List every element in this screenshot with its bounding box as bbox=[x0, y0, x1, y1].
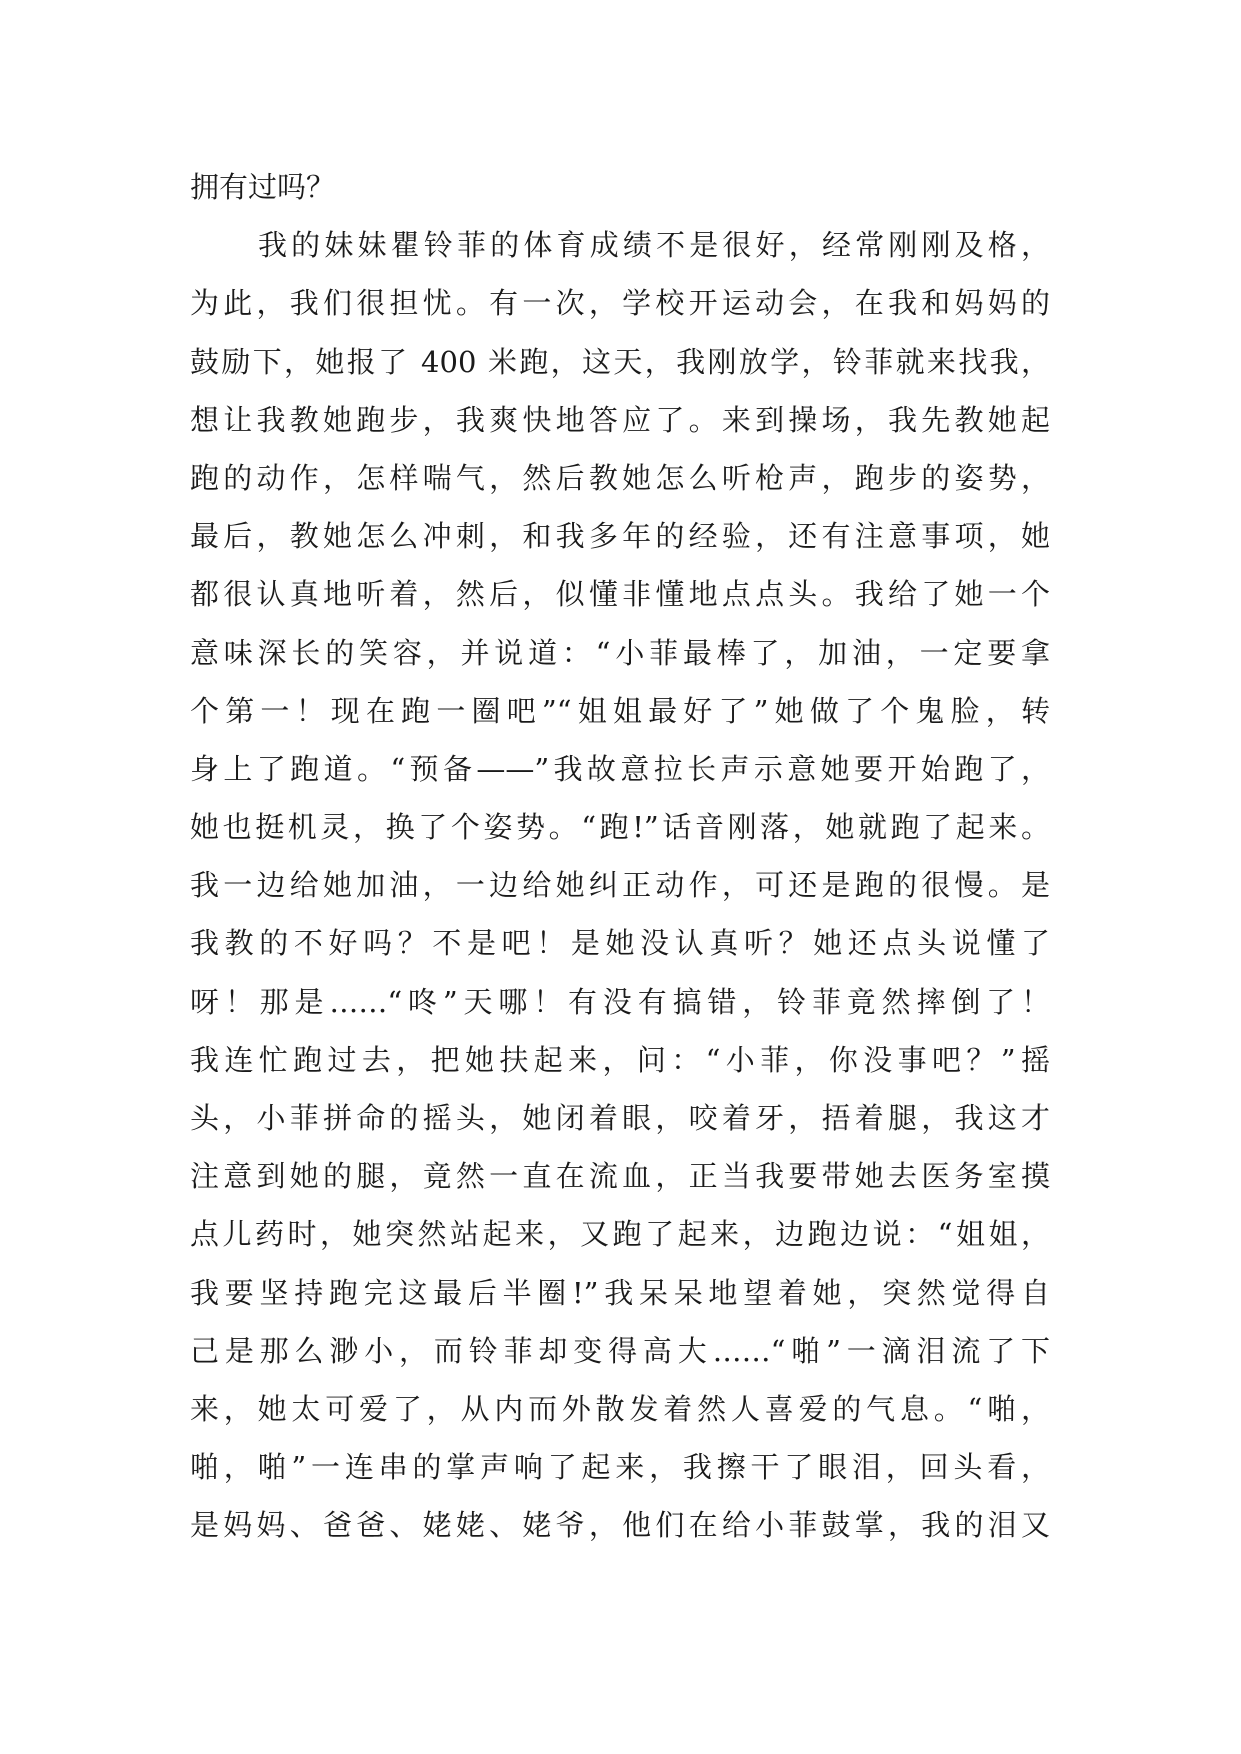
text-line: 呀！那是……“咚”天哪！有没有搞错，铃菲竟然摔倒了！ bbox=[190, 984, 1050, 1019]
text-line: 我连忙跑过去，把她扶起来，问：“小菲，你没事吧？”摇 bbox=[190, 1042, 1050, 1077]
text-line: 想让我教她跑步，我爽快地答应了。来到操场，我先教她起 bbox=[190, 402, 1050, 437]
text-line: 她也挺机灵，换了个姿势。“跑!”话音刚落，她就跑了起来。 bbox=[190, 810, 1050, 845]
text-line: 啪，啪”一连串的掌声响了起来，我擦干了眼泪，回头看， bbox=[190, 1450, 1050, 1485]
text-line: 注意到她的腿，竟然一直在流血，正当我要带她去医务室摸 bbox=[190, 1159, 1050, 1194]
text-line: 我要坚持跑完这最后半圈!”我呆呆地望着她，突然觉得自 bbox=[190, 1275, 1050, 1310]
essay-text bbox=[190, 158, 1050, 1555]
text-line: 拥有过吗？ bbox=[190, 170, 336, 204]
text-line: 最后，教她怎么冲刺，和我多年的经验，还有注意事项，她 bbox=[190, 519, 1050, 554]
text-line: 我一边给她加油，一边给她纠正动作，可还是跑的很慢。是 bbox=[190, 868, 1050, 903]
text-line: 鼓励下，她报了 400 米跑，这天，我刚放学，铃菲就来找我， bbox=[190, 344, 1050, 379]
text-line: 个第一！现在跑一圈吧”“姐姐最好了”她做了个鬼脸，转 bbox=[190, 693, 1050, 728]
text-line: 是妈妈、爸爸、姥姥、姥爷，他们在给小菲鼓掌，我的泪又 bbox=[190, 1508, 1050, 1543]
text-line: 身上了跑道。“预备——”我故意拉长声示意她要开始跑了， bbox=[190, 751, 1050, 786]
text-line: 意味深长的笑容，并说道：“小菲最棒了，加油，一定要拿 bbox=[190, 635, 1050, 670]
text-line: 头，小菲拼命的摇头，她闭着眼，咬着牙，捂着腿，我这才 bbox=[190, 1101, 1050, 1135]
text-line: 我教的不好吗？不是吧！是她没认真听？她还点头说懂了 bbox=[190, 926, 1050, 961]
text-line: 来，她太可爱了，从内而外散发着然人喜爱的气息。“啪， bbox=[190, 1391, 1050, 1426]
text-line: 都很认真地听着，然后，似懂非懂地点点头。我给了她一个 bbox=[190, 577, 1050, 612]
text-line: 点儿药时，她突然站起来，又跑了起来，边跑边说：“姐姐， bbox=[190, 1217, 1050, 1252]
text-line: 我的妹妹瞿铃菲的体育成绩不是很好，经常刚刚及格， bbox=[258, 228, 1050, 263]
text-line: 跑的动作，怎样喘气，然后教她怎么听枪声，跑步的姿势， bbox=[190, 460, 1050, 495]
text-line: 为此，我们很担忧。有一次，学校开运动会，在我和妈妈的 bbox=[190, 286, 1050, 321]
text-line: 己是那么渺小，而铃菲却变得高大……“啪”一滴泪流了下 bbox=[190, 1333, 1050, 1368]
